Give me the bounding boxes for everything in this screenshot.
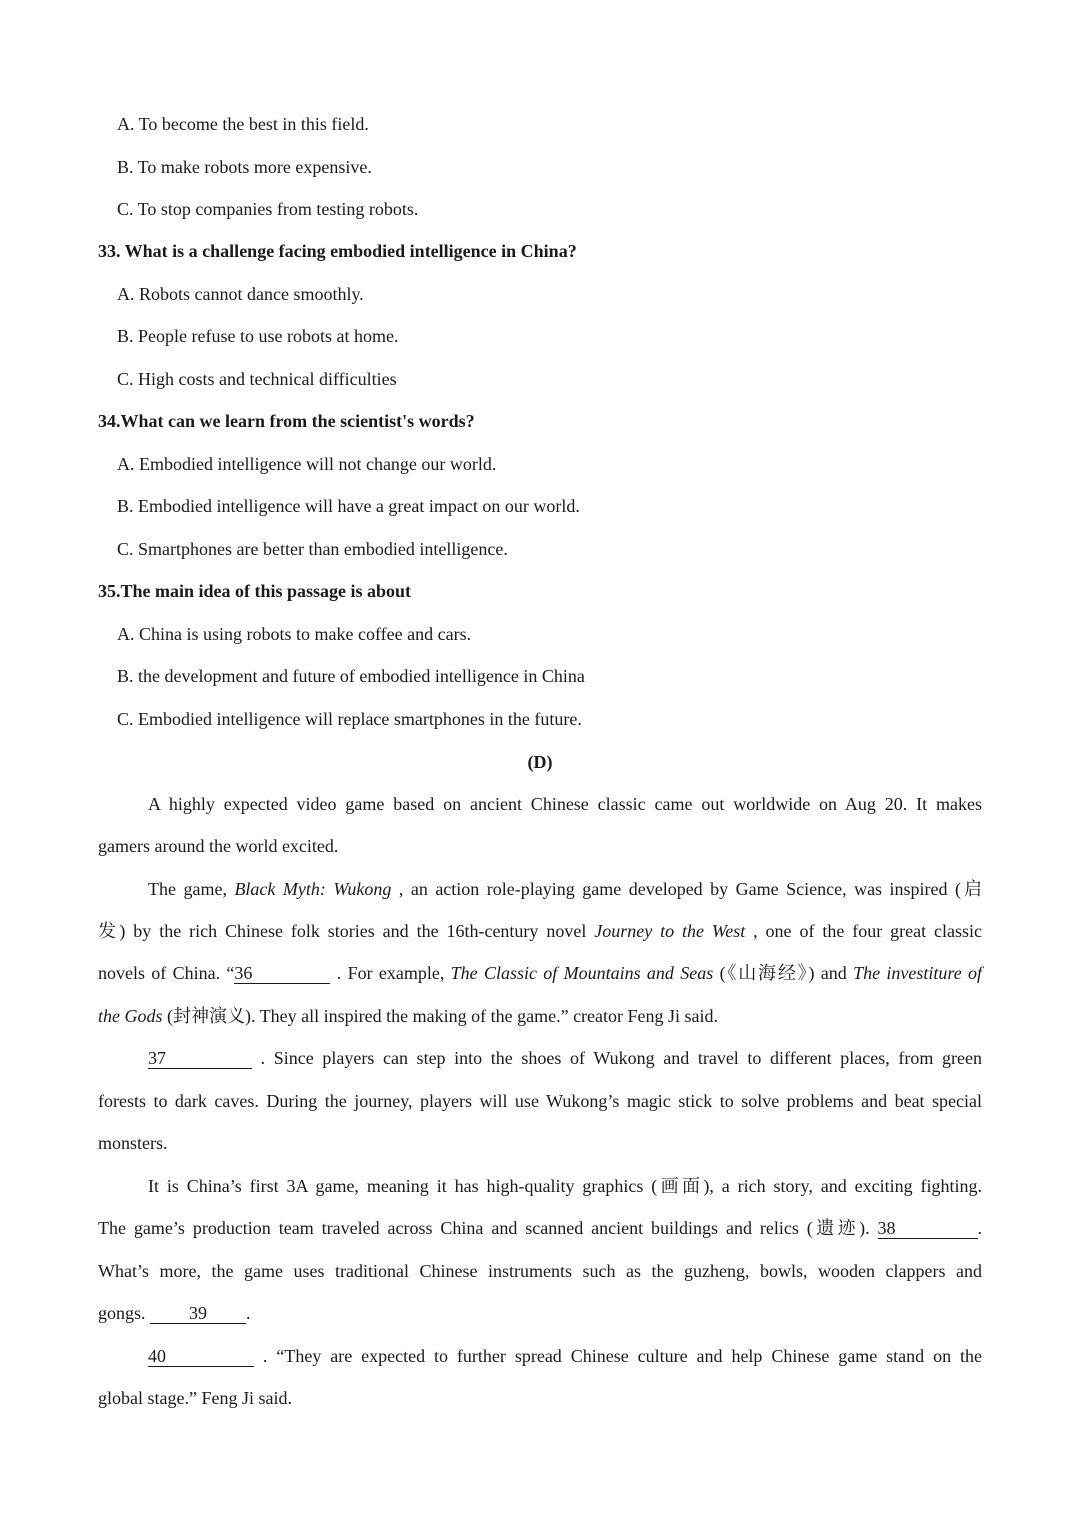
passage-p2-line1	[148, 878, 982, 900]
text-run: . For example,	[336, 963, 451, 983]
passage-p3-line1	[148, 1047, 982, 1069]
passage-p4-line3: What’s more, the game uses traditional Chinese instruments such as the guzheng, bowls, wooden clappers and	[98, 1261, 982, 1281]
text-run: , an action role-playing game developed by Game Science, was inspired (启	[398, 879, 983, 899]
passage-p4-line4	[98, 1302, 251, 1324]
blank-39[interactable]: 39	[150, 1303, 246, 1324]
q35-option-c: C. Embodied intelligence will replace smartphones in the future.	[117, 709, 582, 729]
text-run: The game’s production team traveled across China and scanned ancient buildings and relics (遗迹).	[98, 1218, 878, 1238]
text-run: . Since players can step into the shoes of Wukong and travel to different places, from green	[260, 1048, 982, 1068]
book-title: The investiture of	[853, 963, 983, 983]
passage-p1-line1: A highly expected video game based on ancient Chinese classic came out worldwide on Aug 20. It makes	[148, 794, 982, 814]
book-title: The Classic of Mountains and Seas	[450, 963, 714, 983]
book-title: the Gods	[98, 1006, 163, 1026]
text-run: (封神演义). They all inspired the making of the game.” creator Feng Ji said.	[162, 1006, 719, 1026]
q34-stem: 34.What can we learn from the scientist's words?	[98, 411, 475, 431]
q32-option-b: B. To make robots more expensive.	[117, 157, 372, 177]
passage-p4-line2	[98, 1217, 982, 1239]
section-heading: (D)	[527, 752, 553, 772]
q32-option-c: C. To stop companies from testing robots.	[117, 199, 419, 219]
game-title: Black Myth: Wukong	[234, 879, 392, 899]
passage-p2-line3	[98, 962, 982, 984]
q32-option-a: A. To become the best in this field.	[117, 114, 369, 134]
q35-stem: 35.The main idea of this passage is about	[98, 581, 412, 601]
passage-p5-line2: global stage.” Feng Ji said.	[98, 1388, 292, 1408]
q35-option-a: A. China is using robots to make coffee and cars.	[117, 624, 472, 644]
q33-stem: 33. What is a challenge facing embodied intelligence in China?	[98, 241, 577, 261]
passage-p2-line4	[98, 1005, 718, 1027]
text-run: .	[977, 1218, 982, 1238]
passage-p1-line2: gamers around the world excited.	[98, 836, 339, 856]
blank-37[interactable]: 37	[148, 1048, 252, 1069]
text-run: novels of China. “	[98, 963, 235, 983]
q34-option-a: A. Embodied intelligence will not change our world.	[117, 454, 497, 474]
q34-option-c: C. Smartphones are better than embodied intelligence.	[117, 539, 508, 559]
text-run: . “They are expected to further spread Chinese culture and help Chinese game stand on the	[262, 1346, 982, 1366]
passage-p2-line2	[98, 920, 982, 942]
text-run: , one of the four great classic	[753, 921, 982, 941]
passage-p3-line3: monsters.	[98, 1133, 168, 1153]
text-run: .	[246, 1303, 251, 1323]
novel-title: Journey to the West	[594, 921, 746, 941]
passage-p4-line1: It is China’s first 3A game, meaning it has high-quality graphics (画面), a rich story, and exciting fighting.	[148, 1176, 982, 1196]
blank-40[interactable]: 40	[148, 1346, 254, 1367]
blank-36[interactable]: 36	[234, 963, 330, 984]
blank-38[interactable]: 38	[878, 1218, 978, 1239]
passage-p3-line2: forests to dark caves. During the journey, players will use Wukong’s magic stick to solve problems and beat special	[98, 1091, 982, 1111]
text-run: 发) by the rich Chinese folk stories and the 16th-century novel	[98, 921, 595, 941]
passage-p5-line1	[148, 1345, 982, 1367]
q34-option-b: B. Embodied intelligence will have a great impact on our world.	[117, 496, 580, 516]
text-run: The game,	[148, 879, 235, 899]
q33-option-a: A. Robots cannot dance smoothly.	[117, 284, 364, 304]
text-run: (《山海经》) and	[719, 963, 854, 983]
q35-option-b: B. the development and future of embodied intelligence in China	[117, 666, 585, 686]
q33-option-c: C. High costs and technical difficulties	[117, 369, 397, 389]
text-run: gongs.	[98, 1303, 151, 1323]
q33-option-b: B. People refuse to use robots at home.	[117, 326, 399, 346]
